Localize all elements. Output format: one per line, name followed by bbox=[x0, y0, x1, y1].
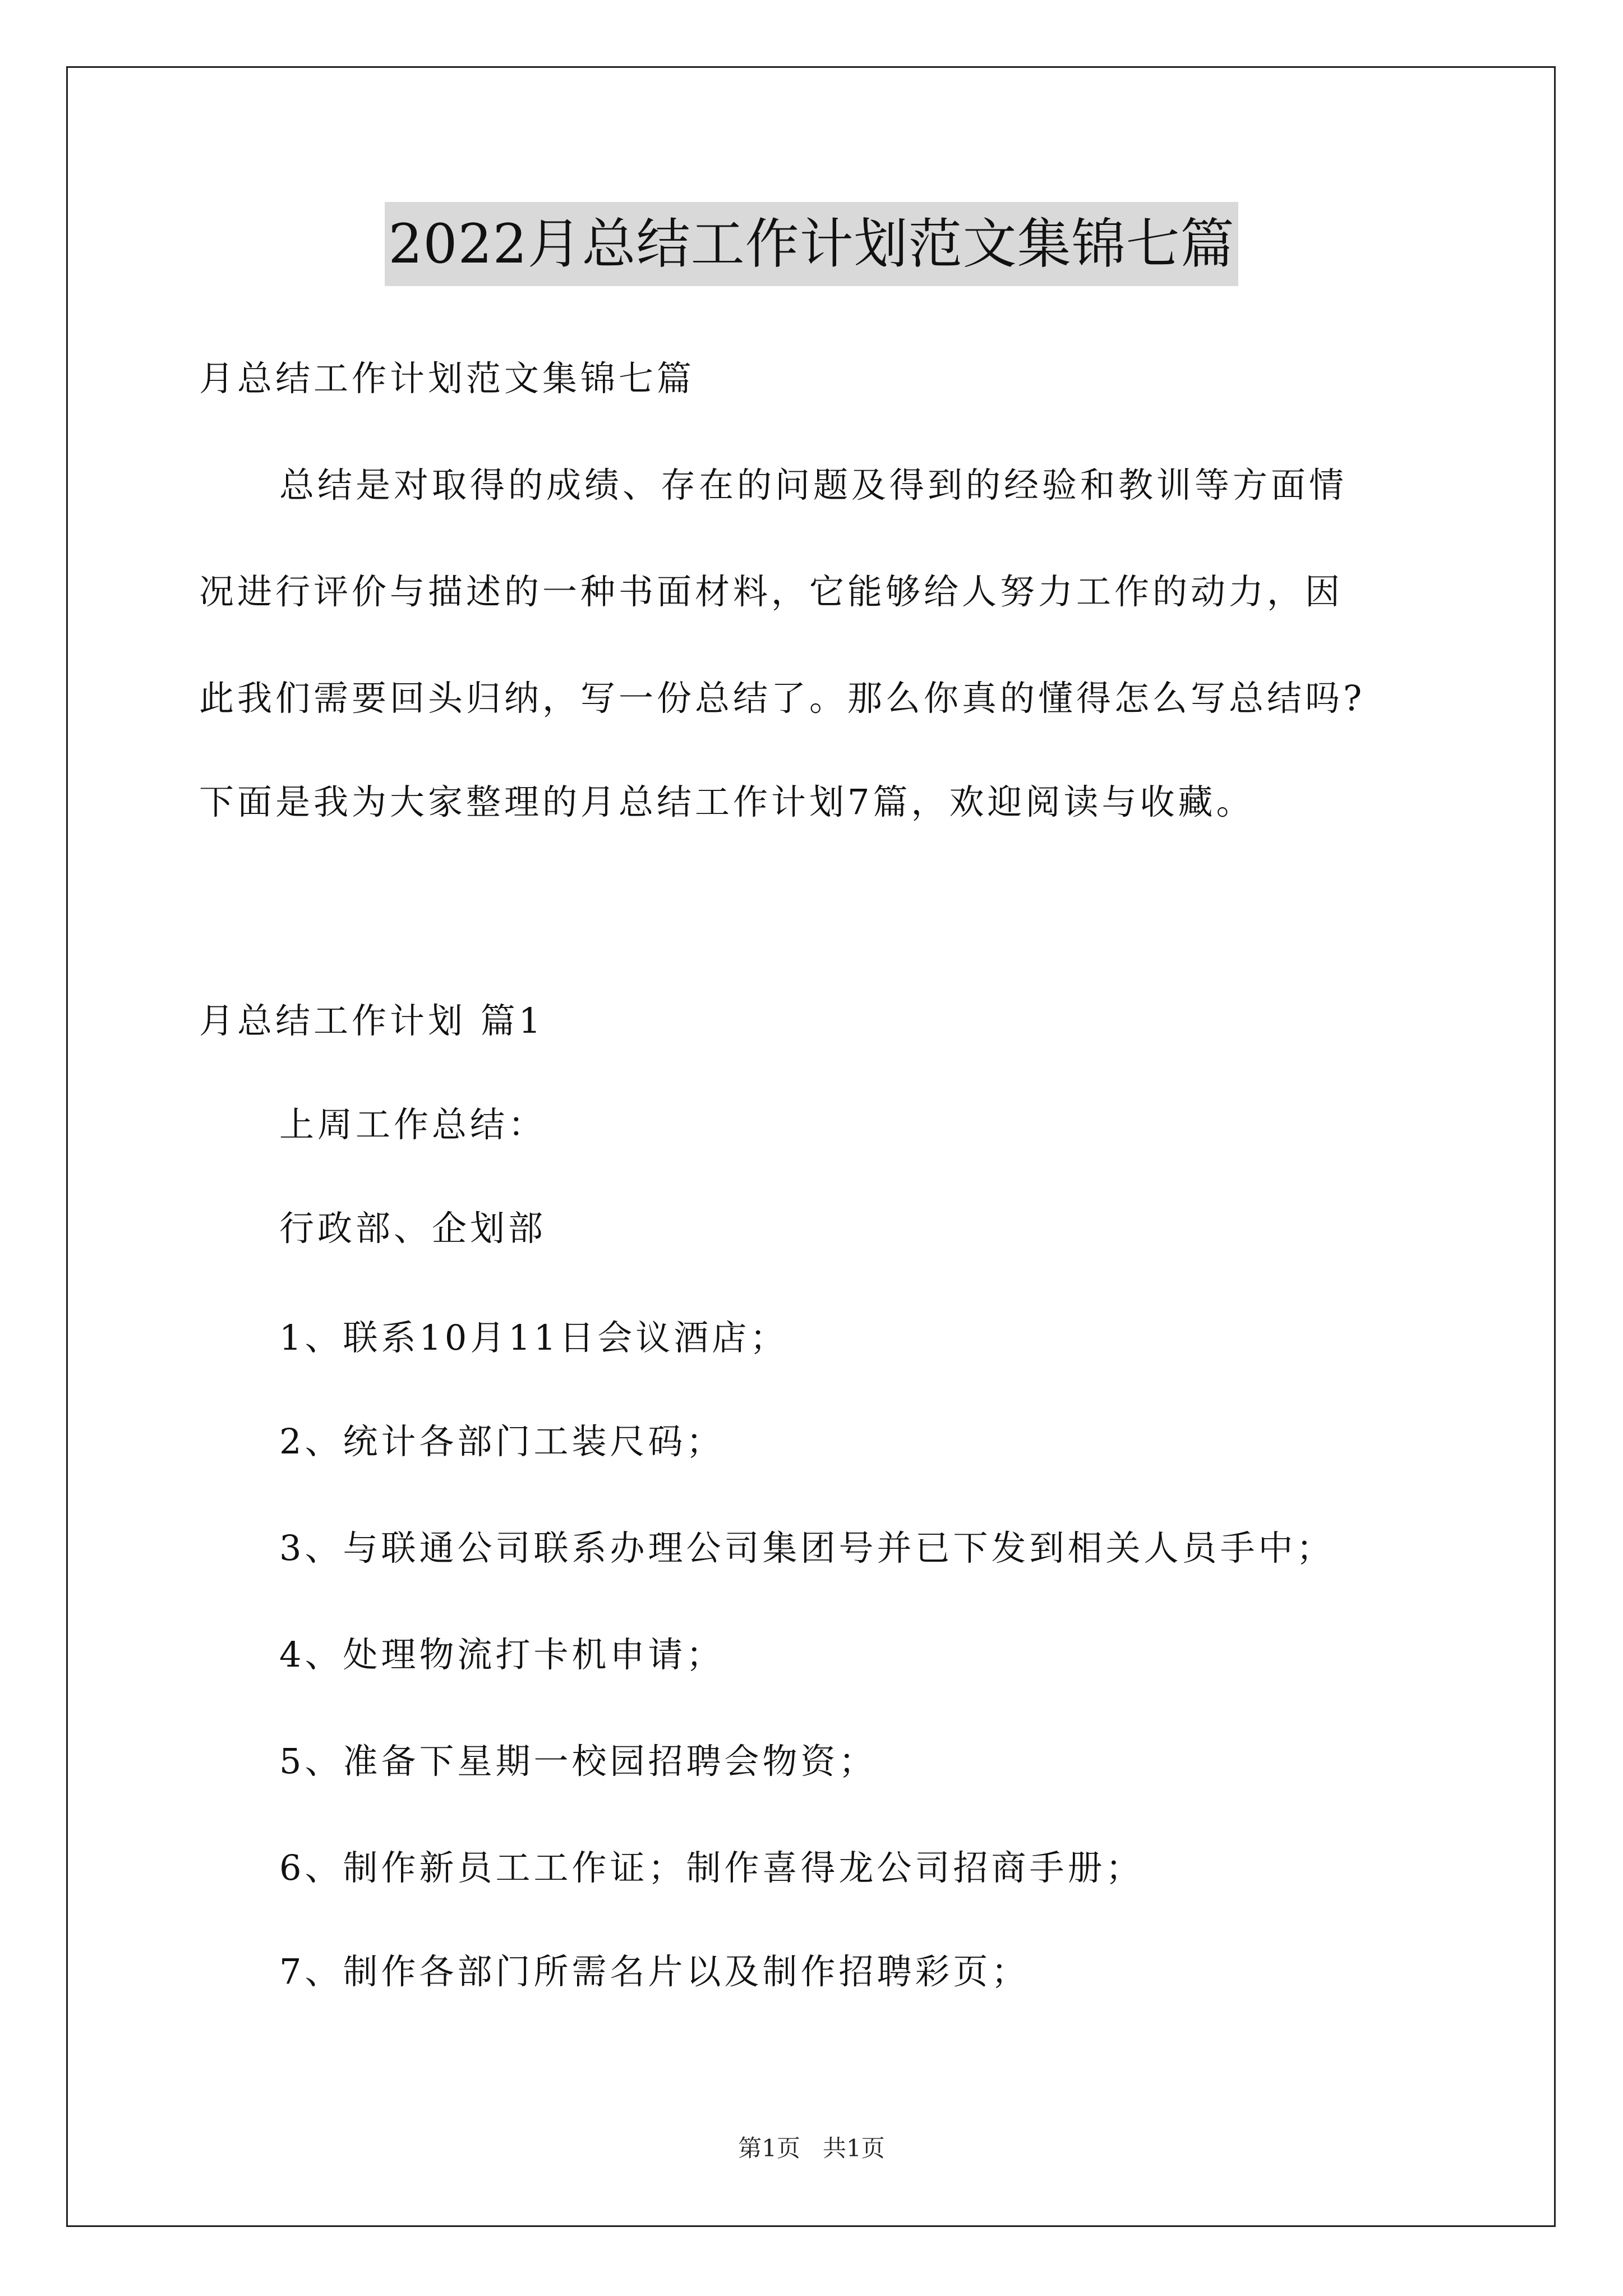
list-item: 2、统计各部门工装尺码； bbox=[279, 1421, 725, 1462]
intro-line-4: 下面是我为大家整理的月总结工作计划7篇，欢迎阅读与收藏。 bbox=[199, 781, 1255, 822]
list-item: 5、准备下星期一校园招聘会物资； bbox=[279, 1741, 877, 1782]
list-item: 1、联系10月11日会议酒店； bbox=[279, 1317, 789, 1358]
section-label: 上周工作总结： bbox=[279, 1104, 547, 1145]
section-heading: 月总结工作计划 篇1 bbox=[199, 1000, 545, 1041]
list-item: 4、处理物流打卡机申请； bbox=[279, 1634, 725, 1675]
list-item: 6、制作新员工工作证；制作喜得龙公司招商手册； bbox=[279, 1847, 1144, 1888]
department-line: 行政部、企划部 bbox=[279, 1208, 547, 1249]
intro-line-1: 总结是对取得的成绩、存在的问题及得到的经验和教训等方面情 bbox=[279, 464, 1348, 505]
document-title bbox=[0, 202, 1623, 302]
page-number: 第1页 bbox=[738, 2134, 800, 2162]
list-item: 3、与联通公司联系办理公司集团号并已下发到相关人员手中； bbox=[279, 1527, 1335, 1568]
intro-line-3: 此我们需要回头归纳，写一份总结了。那么你真的懂得怎么写总结吗? bbox=[199, 678, 1366, 719]
intro-line-2: 况进行评价与描述的一种书面材料，它能够给人努力工作的动力，因 bbox=[199, 571, 1344, 612]
list-item: 7、制作各部门所需名片以及制作招聘彩页； bbox=[279, 1951, 1030, 1992]
page-footer bbox=[0, 2132, 1623, 2165]
document-title-text: 2022月总结工作计划范文集锦七篇 bbox=[385, 202, 1238, 286]
page-total: 共1页 bbox=[823, 2134, 885, 2162]
document-subtitle: 月总结工作计划范文集锦七篇 bbox=[199, 358, 695, 399]
